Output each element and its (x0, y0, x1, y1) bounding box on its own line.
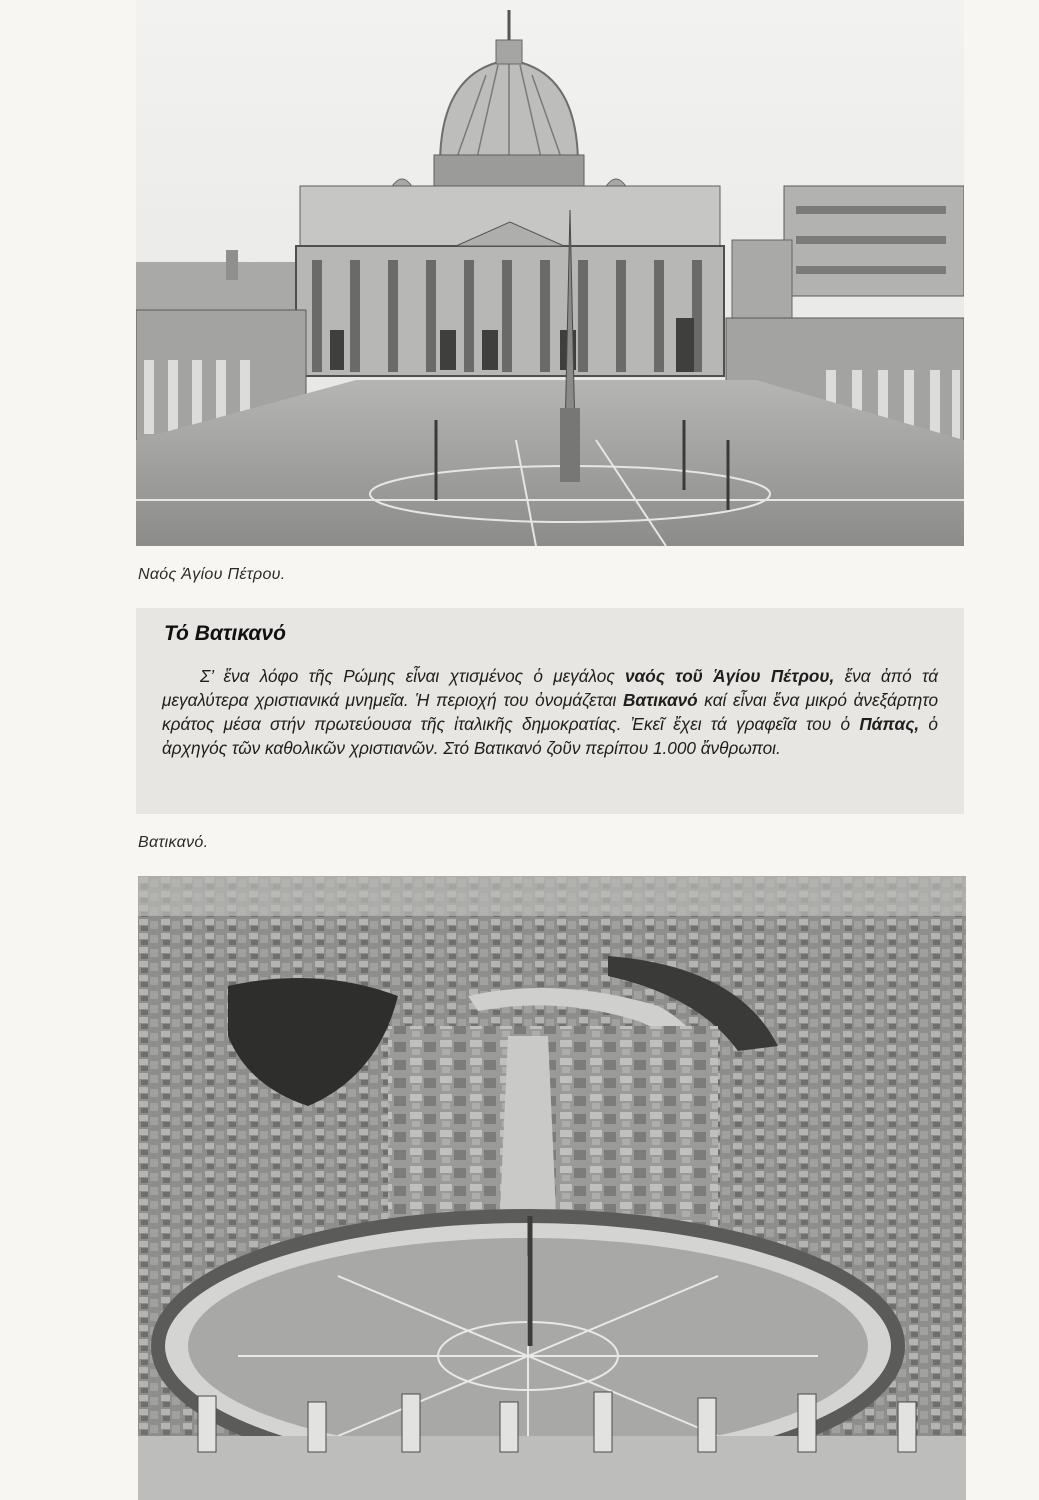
photo-caption-vatican: Βατικανό. (138, 834, 209, 851)
text-segment-3: καί εἶναι ἕνα μικρό ἀνεξάρτητο κράτος μέσα στήν πρωτεύουσα τῆς ἰταλικῆς δημοκρατίας. Ἐκεῖ ἔχει τά γραφεῖα του ὁ (162, 690, 938, 734)
text-segment-2: ἕνα ἀπό τά μεγαλύτερα χριστιανικά μνημεῖα. Ἡ περιοχή του ὀνομάζεται (162, 666, 939, 710)
article-box (136, 608, 964, 814)
article-title: Τό Βατικανό (164, 622, 286, 645)
text-segment-1: Σ’ ἕνα λόφο τῆς Ρώμης εἶναι χτισμένος ὁ μεγάλος (200, 666, 625, 686)
basilica-illustration (136, 0, 964, 546)
article-paragraph (162, 664, 938, 760)
bold-term-basilica: ναός τοῦ Ἁγίου Πέτρου, (625, 666, 835, 686)
aerial-illustration (138, 876, 966, 1500)
text-segment-4: ὁ ἀρχηγός τῶν καθολικῶν χριστιανῶν. Στό Βατικανό ζοῦν περίπου 1.000 ἄνθρωποι. (162, 714, 938, 758)
bold-term-pope: Πάπας, (859, 714, 920, 734)
photo-st-peters-basilica (136, 0, 964, 546)
bold-term-vatican: Βατικανό (623, 690, 698, 710)
photo-vatican-aerial (138, 876, 966, 1500)
photo-caption-basilica: Ναός Ἁγίου Πέτρου. (138, 566, 286, 583)
